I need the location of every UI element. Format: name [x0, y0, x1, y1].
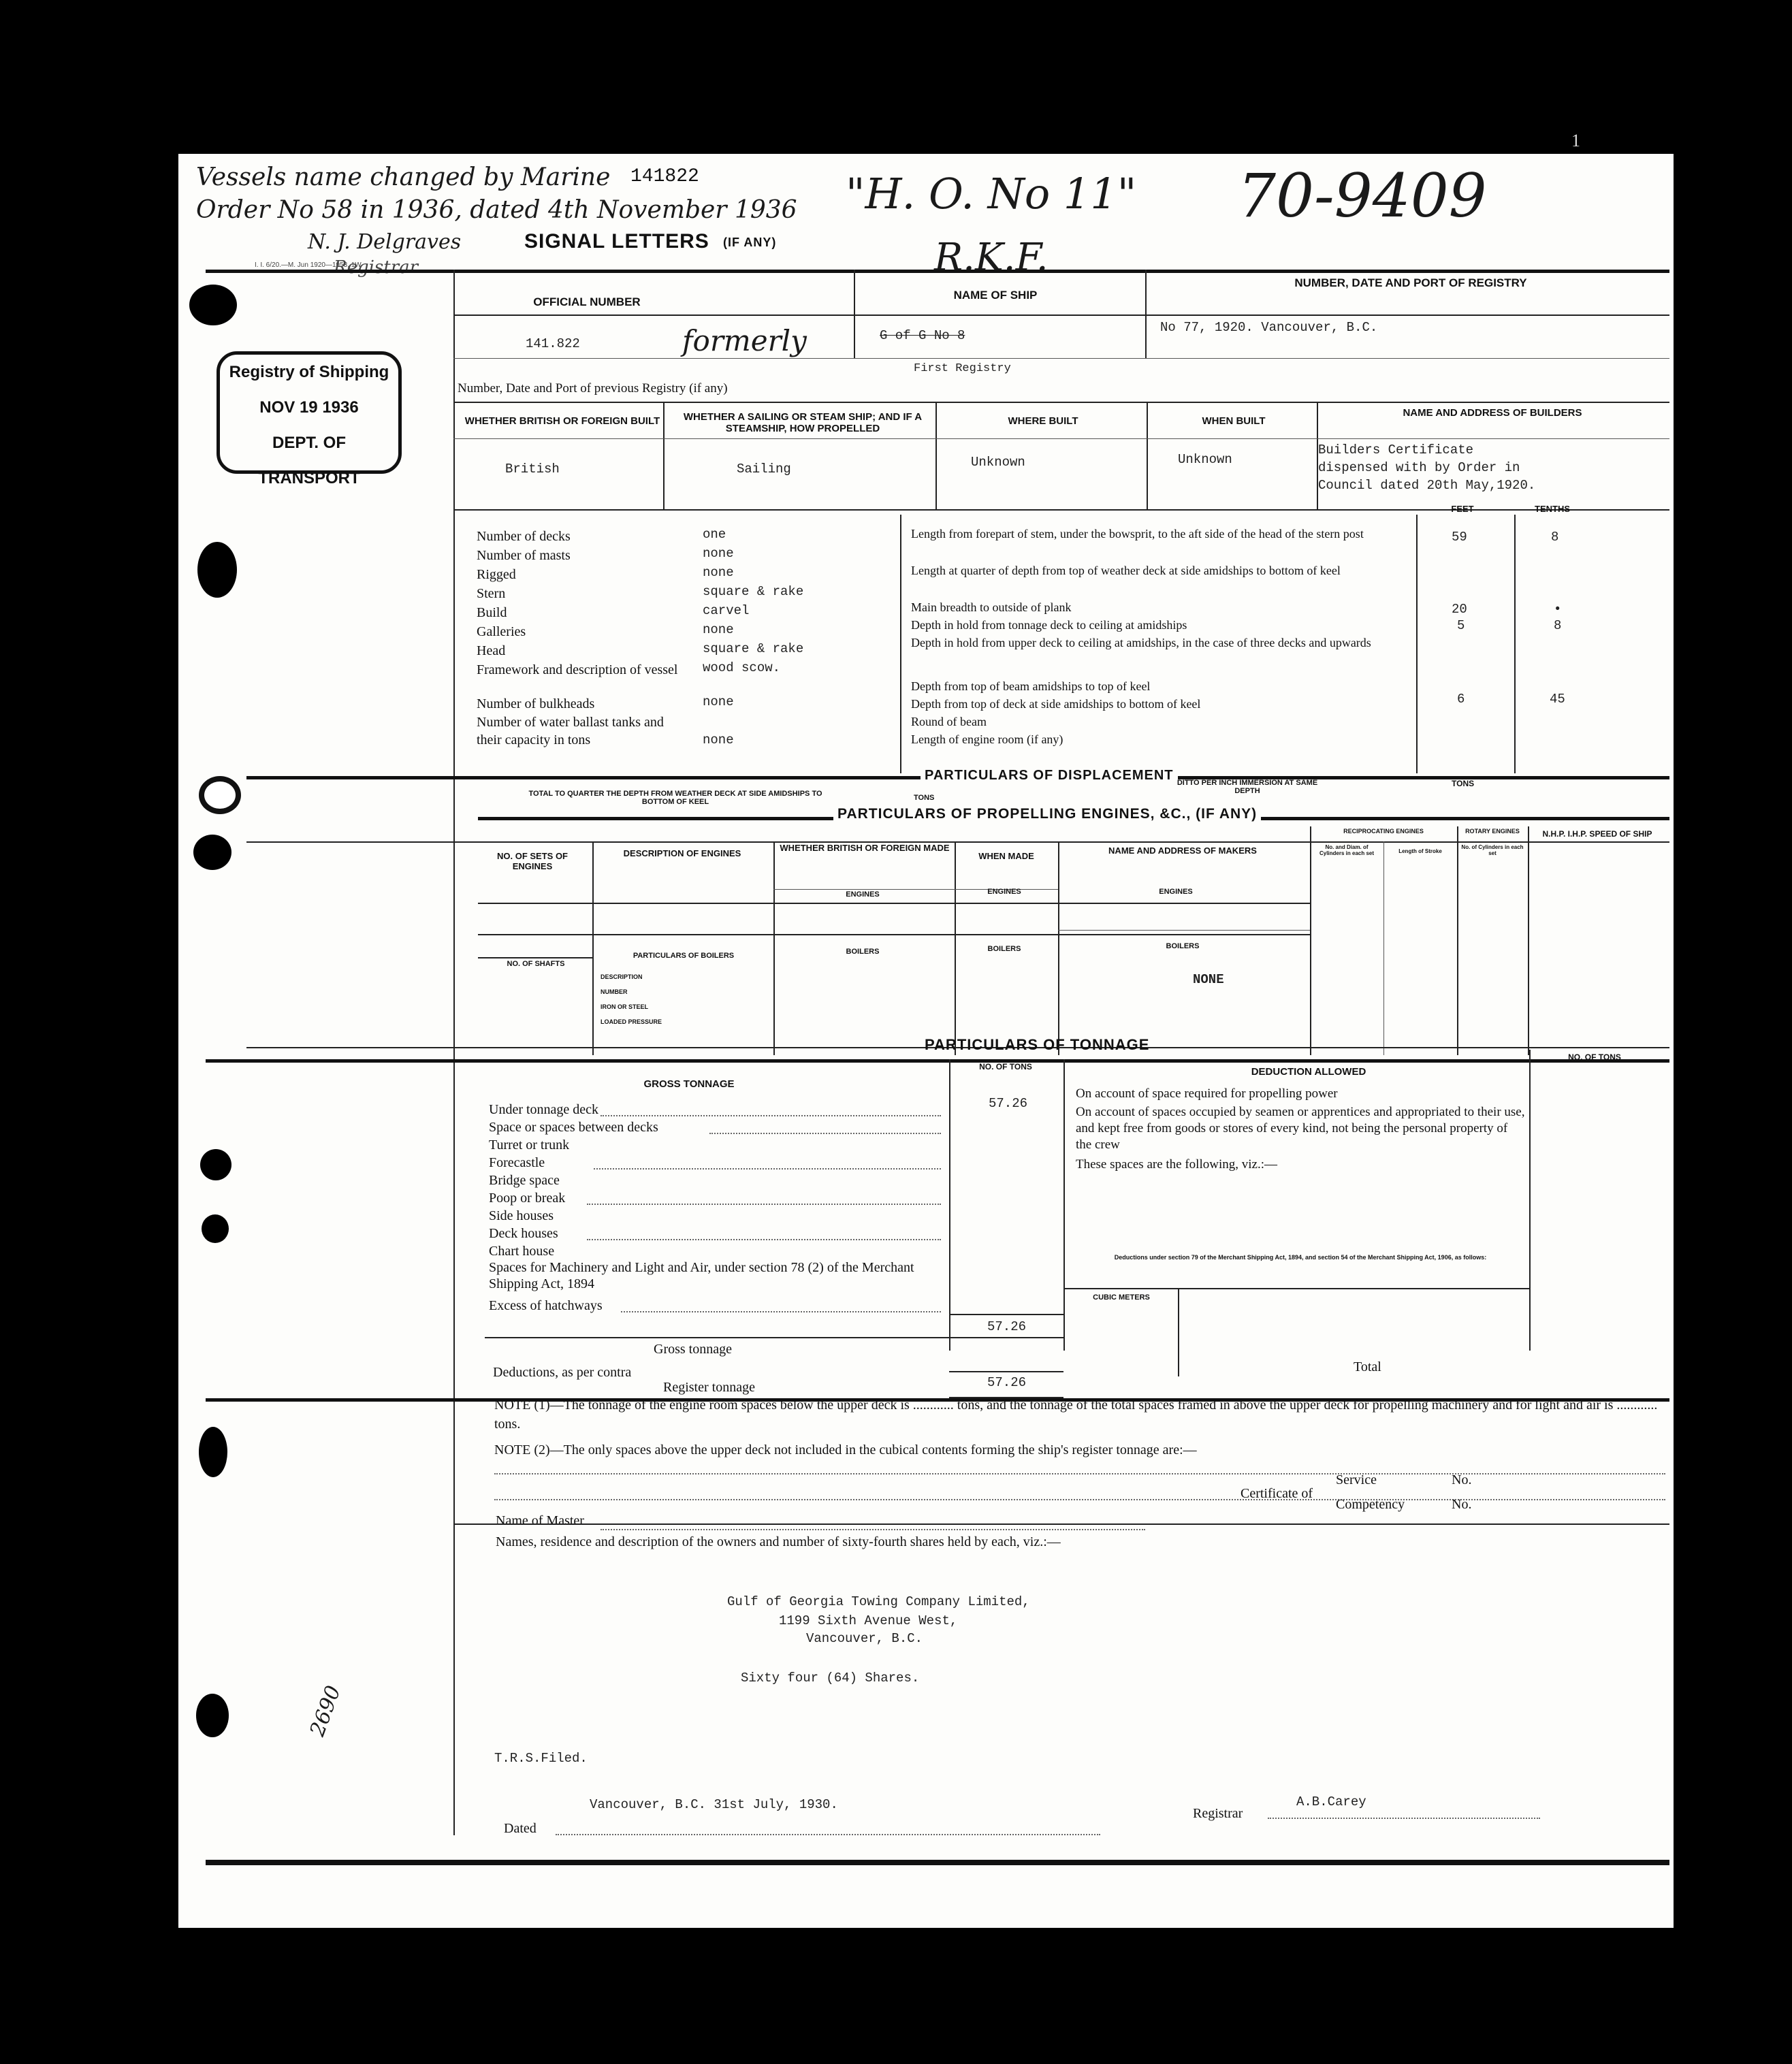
- engines-sub-boilers-3: BOILERS: [1166, 942, 1200, 950]
- tonnage-item-6: Side houses: [489, 1208, 554, 1223]
- dimension-label-7: Round of beam: [911, 715, 987, 728]
- owners-label: Names, residence and description of the owners and number of sixty-fourth shares held by each, viz.:—: [496, 1534, 1061, 1549]
- owner-shares: Sixty four (64) Shares.: [741, 1671, 920, 1686]
- tonnage-item-5: Poop or break: [489, 1191, 566, 1206]
- particular-label-2: Rigged: [477, 567, 516, 582]
- particular-value-7: wood scow.: [703, 660, 781, 675]
- particular-label-6: Head: [477, 643, 506, 658]
- col-divider: [949, 1059, 950, 1351]
- particular-value-0: one: [703, 527, 726, 542]
- particular-label-4: Build: [477, 605, 507, 620]
- engines-col-british: WHETHER BRITISH OR FOREIGN MADE: [780, 843, 950, 853]
- owner-line2: 1199 Sixth Avenue West,: [779, 1613, 958, 1628]
- engines-col-sets: NO. OF SETS OF ENGINES: [496, 851, 568, 871]
- dimension-label-3: Depth in hold from tonnage deck to ceiling at amidships: [911, 618, 1187, 632]
- row-divider: [453, 1523, 1669, 1525]
- registry-document: [178, 154, 1674, 1928]
- engines-col-recip: RECIPROCATING ENGINES: [1343, 828, 1424, 835]
- dimension-tenths-0: 8: [1551, 530, 1559, 545]
- engines-sub-boilers: BOILERS: [846, 948, 880, 956]
- dimension-feet-0: 59: [1452, 530, 1467, 545]
- name-of-ship: G of G No 8: [880, 328, 965, 343]
- register-tonnage-label: Register tonnage: [663, 1380, 755, 1395]
- owner-line1: Gulf of Georgia Towing Company Limited,: [727, 1594, 1030, 1609]
- gross-tonnage-label: GROSS TONNAGE: [643, 1078, 735, 1090]
- row-divider: [949, 1314, 1063, 1315]
- leader-dots: [556, 1834, 1100, 1835]
- col-divider: [1383, 841, 1384, 1055]
- certificate-label: Certificate of: [1241, 1486, 1313, 1501]
- builders-line2: dispensed with by Order in: [1318, 460, 1520, 475]
- col-divider: [773, 841, 775, 1055]
- particular-value-5: none: [703, 622, 734, 637]
- engines-col-rotary: ROTARY ENGINES: [1465, 828, 1520, 835]
- displacement-title: PARTICULARS OF DISPLACEMENT: [921, 768, 1178, 784]
- divider: [206, 270, 1669, 273]
- leader-dots: [601, 1529, 1145, 1530]
- previous-registry-label: Number, Date and Port of previous Registry (if any): [458, 381, 728, 396]
- col-divider: [663, 402, 665, 509]
- build-col3-label: WHERE BUILT: [1008, 415, 1078, 427]
- engines-col-nhp: N.H.P. I.H.P. SPEED OF SHIP: [1542, 829, 1652, 839]
- bottom-border: [206, 1860, 1669, 1865]
- engines-makers-value: NONE: [1193, 972, 1224, 987]
- punch-hole: [189, 285, 237, 325]
- handwritten-formerly: formerly: [682, 324, 807, 357]
- engines-boilers-label: PARTICULARS OF BOILERS: [633, 952, 735, 960]
- deduction-sec: Deductions under section 79 of the Merchant Shipping Act, 1894, and section 54 of the Merchant Shipping Act, 1906, as follows:: [1114, 1254, 1487, 1261]
- particular-value-1: none: [703, 546, 734, 561]
- boiler-item-0: DESCRIPTION: [601, 973, 643, 980]
- tonnage-item-4: Bridge space: [489, 1173, 560, 1188]
- leader-dots: [587, 1239, 941, 1240]
- col-divider: [1145, 270, 1147, 358]
- tonnage-item-1: Space or spaces between decks: [489, 1120, 658, 1135]
- registrar-value: A.B.Carey: [1296, 1794, 1366, 1809]
- build-col4-label: WHEN BUILT: [1202, 415, 1266, 427]
- dimension-tenths-3: 8: [1554, 618, 1562, 633]
- name-of-ship-label: NAME OF SHIP: [953, 289, 1038, 302]
- deductions-label: Deductions, as per contra: [493, 1365, 632, 1380]
- competency-label: Competency: [1336, 1497, 1405, 1512]
- tonnage-item-0: Under tonnage deck: [489, 1102, 599, 1117]
- competency-no-label: No.: [1452, 1497, 1472, 1512]
- dimension-tenths-6: 45: [1550, 692, 1565, 707]
- col-divider: [854, 270, 855, 358]
- dimension-label-6: Depth from top of deck at side amidships to bottom of keel: [911, 697, 1201, 711]
- registry-label: NUMBER, DATE AND PORT OF REGISTRY: [1294, 276, 1527, 289]
- tonnage-item-8: Chart house: [489, 1244, 555, 1259]
- leader-dots: [621, 1311, 941, 1312]
- dimension-feet-2: 20: [1452, 602, 1467, 617]
- boiler-item-2: IRON OR STEEL: [601, 1003, 649, 1010]
- particular-label-1: Number of masts: [477, 548, 571, 563]
- register-tonnage-value: 57.26: [987, 1375, 1027, 1390]
- displacement-left-label: TOTAL TO QUARTER THE DEPTH FROM WEATHER DECK AT SIDE AMIDSHIPS TO BOTTOM OF KEEL: [528, 790, 822, 806]
- handwritten-note-line1: Vessels name changed by Marine: [196, 163, 611, 191]
- total-label: Total: [1354, 1359, 1381, 1374]
- punch-hole: [193, 835, 231, 870]
- engines-shafts-label: NO. OF SHAFTS: [507, 960, 565, 968]
- stamp-line2: NOV 19 1936: [259, 398, 359, 417]
- particular-value-6: square & rake: [703, 641, 804, 656]
- deduction-text2: On account of spaces occupied by seamen or apprentices and appropriated to their use, and kept free from goods or stores of every kind, not being the personal property of the crew: [1076, 1105, 1525, 1152]
- engines-col-recip-a: No. and Diam. of Cylinders in each set: [1319, 844, 1375, 856]
- col-divider: [592, 841, 594, 1055]
- engines-col-makers: NAME AND ADDRESS OF MAKERS: [1108, 845, 1257, 856]
- particular-value-9: none: [703, 732, 734, 747]
- no-tons-label2: NO. OF TONS: [1568, 1052, 1621, 1062]
- builders-line1: Builders Certificate: [1318, 442, 1474, 457]
- particular-label-9: Number of water ballast tanks and their capacity in tons: [477, 715, 664, 747]
- col-divider: [1147, 402, 1148, 509]
- tenths-label: TENTHS: [1535, 504, 1570, 514]
- col-divider: [955, 841, 956, 1055]
- row-divider: [478, 957, 592, 958]
- punch-hole: [200, 1149, 231, 1180]
- deduction-text1: On account of space required for propelling power: [1076, 1086, 1338, 1101]
- gross-tonnage-total-label: Gross tonnage: [654, 1342, 732, 1357]
- particular-label-8: Number of bulkheads: [477, 696, 595, 711]
- handwritten-new-name: "H. O. No 11": [846, 169, 1137, 219]
- stamp-line1: Registry of Shipping: [229, 363, 389, 381]
- divider: [206, 1059, 1669, 1063]
- boiler-item-3: LOADED PRESSURE: [601, 1018, 662, 1025]
- col-divider: [1457, 826, 1458, 1055]
- previous-registry-value: First Registry: [914, 362, 1011, 375]
- leader-dots: [587, 1204, 941, 1205]
- dimension-label-4: Depth in hold from upper deck to ceiling at amidships, in the case of three decks and upwards: [911, 636, 1371, 649]
- build-col1-label: WHETHER BRITISH OR FOREIGN BUILT: [464, 415, 660, 427]
- row-divider: [1063, 1288, 1529, 1289]
- dimension-tenths-2: •: [1554, 602, 1562, 617]
- dimension-label-2: Main breadth to outside of plank: [911, 600, 1072, 614]
- deduction-label: DEDUCTION ALLOWED: [1251, 1066, 1366, 1078]
- dimension-feet-3: 5: [1457, 618, 1465, 633]
- displacement-tons-label: TONS: [914, 794, 935, 802]
- gross-tonnage-value: 57.26: [987, 1319, 1027, 1334]
- row-divider: [478, 903, 1310, 904]
- particular-label-0: Number of decks: [477, 529, 571, 544]
- handwritten-margin-number: 2690: [305, 1682, 346, 1740]
- punch-hole: [196, 1694, 229, 1737]
- dimension-feet-6: 6: [1457, 692, 1465, 707]
- punch-hole: [199, 1427, 227, 1477]
- leader-dots: [494, 1473, 1665, 1474]
- deduction-text3: These spaces are the following, viz.:—: [1076, 1157, 1277, 1172]
- row-divider: [453, 315, 1669, 316]
- punch-hole: [202, 1214, 229, 1243]
- engines-col-desc: DESCRIPTION OF ENGINES: [623, 848, 741, 858]
- displacement-tons-label2: TONS: [1452, 779, 1475, 788]
- dimension-label-8: Length of engine room (if any): [911, 732, 1063, 746]
- registrar-label: Registrar: [1193, 1806, 1243, 1821]
- divider: [246, 841, 1669, 843]
- row-divider: [485, 1337, 1063, 1338]
- row-divider: [453, 358, 1669, 359]
- handwritten-note-line2: Order No 58 in 1936, dated 4th November 1936: [196, 196, 797, 224]
- stamp-line3: DEPT. OF TRANSPORT: [258, 434, 360, 487]
- particular-value-8: none: [703, 694, 734, 709]
- row-divider: [453, 402, 1669, 403]
- dated-label: Dated: [504, 1821, 537, 1836]
- engines-title: PARTICULARS OF PROPELLING ENGINES, &C., (IF ANY): [833, 806, 1261, 822]
- dimension-label-1: Length at quarter of depth from top of weather deck at side amidships to bottom of keel: [911, 564, 1341, 577]
- official-number: 141.822: [526, 336, 580, 351]
- leader-dots: [594, 1168, 941, 1170]
- dimension-label-5: Depth from top of beam amidships to top of keel: [911, 679, 1151, 693]
- tonnage-item-3: Forecastle: [489, 1155, 545, 1170]
- particular-label-3: Stern: [477, 586, 506, 601]
- leader-dots: [1268, 1818, 1540, 1819]
- col-divider: [935, 402, 937, 509]
- particular-value-3: square & rake: [703, 584, 804, 599]
- build-col5-label: NAME AND ADDRESS OF BUILDERS: [1403, 407, 1582, 419]
- col-divider: [1063, 1059, 1065, 1351]
- engines-sub-boilers-2: BOILERS: [987, 945, 1021, 953]
- engines-sub-engines: ENGINES: [846, 890, 880, 899]
- handwritten-signal: R.K.F.: [934, 236, 1049, 280]
- dimension-label-0: Length from forepart of stem, under the bowsprit, to the aft side of the head of the stern post: [911, 527, 1364, 541]
- filed-note: T.R.S.Filed.: [494, 1751, 588, 1766]
- handwritten-note-number: 141822: [630, 166, 699, 187]
- engines-col-when: WHEN MADE: [978, 851, 1034, 861]
- engines-sub-engines-3: ENGINES: [1159, 888, 1193, 896]
- col-divider: [1310, 826, 1311, 1055]
- leader-dots: [601, 1115, 941, 1116]
- particular-value-2: none: [703, 565, 734, 580]
- tonnage-value-0: 57.26: [989, 1096, 1028, 1111]
- row-divider: [949, 1371, 1063, 1372]
- leader-dots: [494, 1499, 1665, 1500]
- form-code: I. I. 6/20.—M. Jun 1920—1953, 1W: [255, 261, 362, 269]
- cubic-meters-label: CUBIC METERS: [1093, 1293, 1150, 1302]
- build-col2-label: WHETHER A SAILING OR STEAM SHIP; AND IF A STEAMSHIP, HOW PROPELLED: [683, 411, 923, 434]
- owner-line3: Vancouver, B.C.: [806, 1631, 923, 1646]
- col-divider: [1528, 826, 1529, 1055]
- col-divider: [1514, 515, 1516, 773]
- feet-label: FEET: [1451, 504, 1474, 514]
- row-divider: [453, 438, 1669, 439]
- particular-label-7: Framework and description of vessel: [477, 662, 678, 677]
- engines-col-recip-b: Length of Stroke: [1398, 848, 1442, 854]
- registry-value: No 77, 1920. Vancouver, B.C.: [1160, 320, 1378, 335]
- signal-letters-suffix: (IF ANY): [723, 236, 777, 249]
- displacement-right-label: DITTO PER INCH IMMERSION AT SAME DEPTH: [1177, 779, 1318, 795]
- tonnage-title: PARTICULARS OF TONNAGE: [925, 1036, 1150, 1053]
- margin-line: [453, 270, 455, 1835]
- boiler-item-1: NUMBER: [601, 988, 628, 995]
- builders-line3: Council dated 20th May,1920.: [1318, 478, 1536, 493]
- tonnage-item-7: Deck houses: [489, 1226, 558, 1241]
- service-label: Service: [1336, 1472, 1377, 1487]
- col-divider: [900, 515, 901, 773]
- handwritten-signature-title: Registrar: [334, 257, 419, 278]
- leader-dots: [709, 1133, 941, 1134]
- col-divider: [1058, 841, 1059, 1055]
- build-col2-value: Sailing: [737, 462, 791, 477]
- signal-letters-label: SIGNAL LETTERS: [524, 230, 709, 253]
- master-label: Name of Master: [496, 1513, 584, 1528]
- registry-stamp: [217, 351, 402, 487]
- engines-col-rotary-a: No. of Cylinders in each set: [1461, 844, 1524, 856]
- build-col1-value: British: [505, 462, 560, 477]
- col-divider: [1416, 515, 1418, 773]
- tonnage-item-2: Turret or trunk: [489, 1138, 570, 1152]
- col-divider: [1178, 1288, 1179, 1376]
- handwritten-file-ref: 70-9409: [1238, 161, 1487, 231]
- handwritten-signature: N. J. Delgraves: [308, 230, 462, 254]
- build-col3-value: Unknown: [971, 455, 1025, 470]
- tonnage-item-9: Spaces for Machinery and Light and Air, under section 78 (2) of the Merchant Shipping Act, 1894: [489, 1260, 914, 1291]
- engines-sub-engines-2: ENGINES: [987, 888, 1021, 896]
- official-number-label: OFFICIAL NUMBER: [533, 295, 641, 308]
- no-tons-label: NO. OF TONS: [979, 1062, 1032, 1071]
- service-no-label: No.: [1452, 1472, 1472, 1487]
- dated-value: Vancouver, B.C. 31st July, 1930.: [590, 1797, 838, 1812]
- row-divider: [1058, 930, 1310, 931]
- build-col4-value: Unknown: [1178, 452, 1232, 467]
- tonnage-item-10: Excess of hatchways: [489, 1298, 603, 1313]
- col-divider: [1529, 1050, 1531, 1351]
- page-number: 1: [1571, 131, 1580, 150]
- row-divider: [478, 934, 1310, 935]
- particular-value-4: carvel: [703, 603, 750, 618]
- particular-label-5: Galleries: [477, 624, 526, 639]
- note-2: NOTE (2)—The only spaces above the upper deck not included in the cubical contents forming the ship's register tonnage are:—: [494, 1442, 1197, 1457]
- punch-hole: [199, 776, 241, 814]
- note-1: NOTE (1)—The tonnage of the engine room spaces below the upper deck is ............ tons, and the tonnage of the total spaces framed in above the upper deck for propelling machinery and for light and air is ............ tons.: [494, 1398, 1658, 1432]
- punch-hole: [197, 542, 237, 598]
